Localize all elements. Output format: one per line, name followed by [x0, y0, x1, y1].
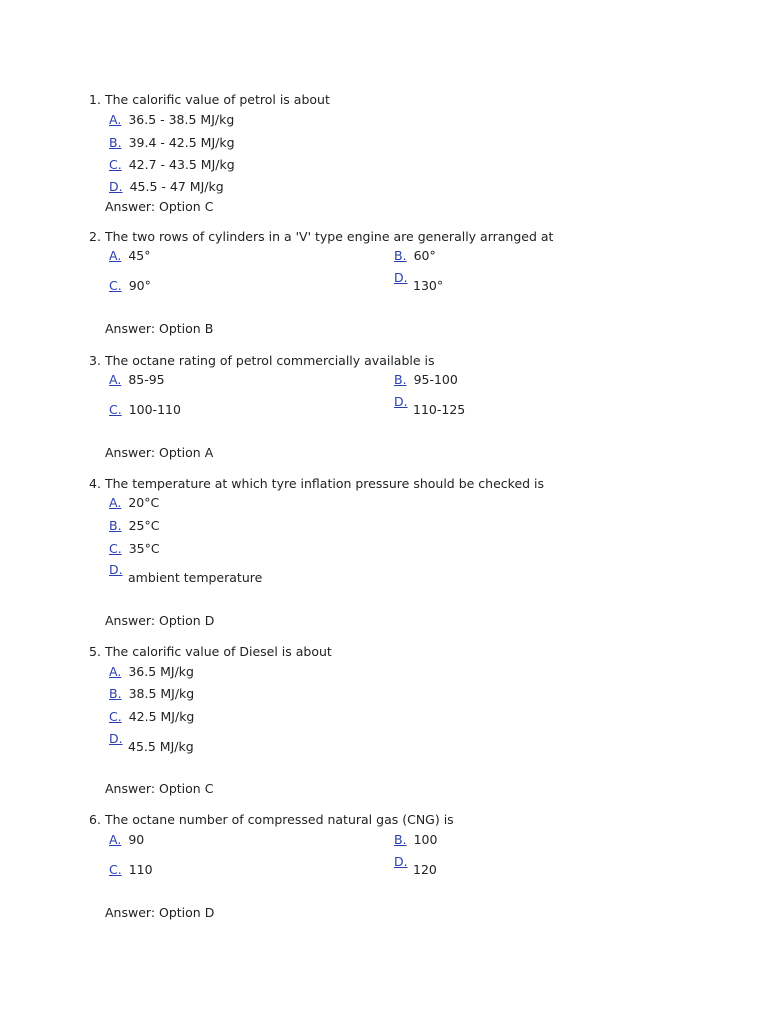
- question-2: [89, 229, 729, 336]
- option-a-text: 36.5 - 38.5 MJ/kg: [128, 112, 235, 127]
- option-d-link[interactable]: D.: [109, 562, 123, 577]
- question-header: [89, 92, 729, 108]
- question-number: 5.: [89, 644, 101, 659]
- option-a: [109, 372, 165, 388]
- question-number: 3.: [89, 353, 101, 368]
- option-c-text: 42.5 MJ/kg: [128, 709, 195, 724]
- question-5: [89, 644, 729, 796]
- option-b-text: 95-100: [413, 372, 458, 387]
- option-c-text: 42.7 - 43.5 MJ/kg: [128, 157, 235, 172]
- question-text: The calorific value of Diesel is about: [105, 644, 332, 659]
- option-d-text: 120: [413, 862, 437, 877]
- option-c: [109, 541, 160, 557]
- option-c: [109, 709, 194, 725]
- option-d: [394, 270, 443, 294]
- option-a-link[interactable]: A.: [109, 248, 122, 263]
- option-a-link[interactable]: A.: [109, 495, 122, 510]
- option-a-link[interactable]: A.: [109, 832, 122, 847]
- answer-text: Answer: Option C: [105, 199, 214, 214]
- option-d-text: 45.5 - 47 MJ/kg: [129, 179, 224, 194]
- option-b-link[interactable]: B.: [109, 518, 122, 533]
- option-a-link[interactable]: A.: [109, 372, 122, 387]
- option-d-link[interactable]: D.: [109, 731, 123, 746]
- option-b: [394, 832, 437, 848]
- answer-text: Answer: Option C: [105, 781, 214, 796]
- option-a: [109, 664, 194, 680]
- option-c-link[interactable]: C.: [109, 862, 122, 877]
- question-6: [89, 812, 729, 920]
- option-c: [109, 278, 151, 294]
- option-b-text: 100: [413, 832, 438, 847]
- option-b: [394, 248, 436, 264]
- option-c: [109, 862, 153, 878]
- option-d: [394, 394, 465, 418]
- option-a-text: 90: [128, 832, 145, 847]
- option-c-text: 35°C: [128, 541, 160, 556]
- option-b-text: 25°C: [128, 518, 160, 533]
- option-d: [109, 562, 262, 586]
- option-a-text: 45°: [128, 248, 151, 263]
- option-d: [109, 731, 194, 755]
- option-c-link[interactable]: C.: [109, 709, 122, 724]
- option-b-text: 60°: [413, 248, 436, 263]
- option-d-link[interactable]: D.: [109, 179, 123, 194]
- question-text: The octane rating of petrol commercially available is: [105, 353, 435, 368]
- option-d: [109, 179, 224, 195]
- answer-text: Answer: Option D: [105, 905, 215, 920]
- option-d-text: 130°: [413, 278, 444, 293]
- option-d-link[interactable]: D.: [394, 854, 408, 869]
- option-a-text: 85-95: [128, 372, 165, 387]
- option-b-text: 38.5 MJ/kg: [128, 686, 195, 701]
- answer-text: Answer: Option A: [105, 445, 214, 460]
- option-a: [109, 248, 150, 264]
- option-b-text: 39.4 - 42.5 MJ/kg: [128, 135, 235, 150]
- option-b: [109, 135, 235, 151]
- question-header: [89, 353, 729, 369]
- question-number: 2.: [89, 229, 101, 244]
- option-a: [109, 495, 159, 511]
- option-d-link[interactable]: D.: [394, 270, 408, 285]
- question-number: 1.: [89, 92, 101, 107]
- option-c-text: 100-110: [128, 402, 181, 417]
- question-1: [89, 92, 729, 214]
- option-b: [109, 686, 194, 702]
- option-a-link[interactable]: A.: [109, 112, 122, 127]
- option-d: [394, 854, 437, 878]
- question-text: The calorific value of petrol is about: [105, 92, 330, 107]
- option-d-text: 45.5 MJ/kg: [128, 739, 194, 754]
- option-b: [109, 518, 159, 534]
- option-b-link[interactable]: B.: [394, 248, 407, 263]
- option-c-text: 110: [128, 862, 153, 877]
- option-a-link[interactable]: A.: [109, 664, 122, 679]
- option-b: [394, 372, 458, 388]
- question-3: [89, 353, 729, 460]
- option-b-link[interactable]: B.: [394, 372, 407, 387]
- question-number: 6.: [89, 812, 101, 827]
- option-c-text: 90°: [128, 278, 151, 293]
- option-d-text: 110-125: [413, 402, 466, 417]
- question-text: The temperature at which tyre inflation pressure should be checked is: [105, 476, 545, 491]
- question-header: [89, 644, 729, 660]
- option-a-text: 36.5 MJ/kg: [128, 664, 194, 679]
- option-a-text: 20°C: [128, 495, 160, 510]
- option-b-link[interactable]: B.: [109, 135, 122, 150]
- question-header: [89, 229, 729, 245]
- option-c-link[interactable]: C.: [109, 541, 122, 556]
- question-header: [89, 476, 729, 492]
- option-d-text: ambient temperature: [128, 570, 263, 585]
- answer-text: Answer: Option B: [105, 321, 214, 336]
- question-number: 4.: [89, 476, 101, 491]
- option-c: [109, 402, 181, 418]
- option-c-link[interactable]: C.: [109, 278, 122, 293]
- option-c: [109, 157, 235, 173]
- option-c-link[interactable]: C.: [109, 157, 122, 172]
- question-text: The octane number of compressed natural gas (CNG) is: [105, 812, 454, 827]
- option-c-link[interactable]: C.: [109, 402, 122, 417]
- option-b-link[interactable]: B.: [109, 686, 122, 701]
- answer-text: Answer: Option D: [105, 613, 215, 628]
- option-d-link[interactable]: D.: [394, 394, 408, 409]
- question-header: [89, 812, 729, 828]
- question-text: The two rows of cylinders in a 'V' type engine are generally arranged at: [105, 229, 554, 244]
- question-4: [89, 476, 729, 628]
- option-b-link[interactable]: B.: [394, 832, 407, 847]
- option-a: [109, 112, 234, 128]
- option-a: [109, 832, 144, 848]
